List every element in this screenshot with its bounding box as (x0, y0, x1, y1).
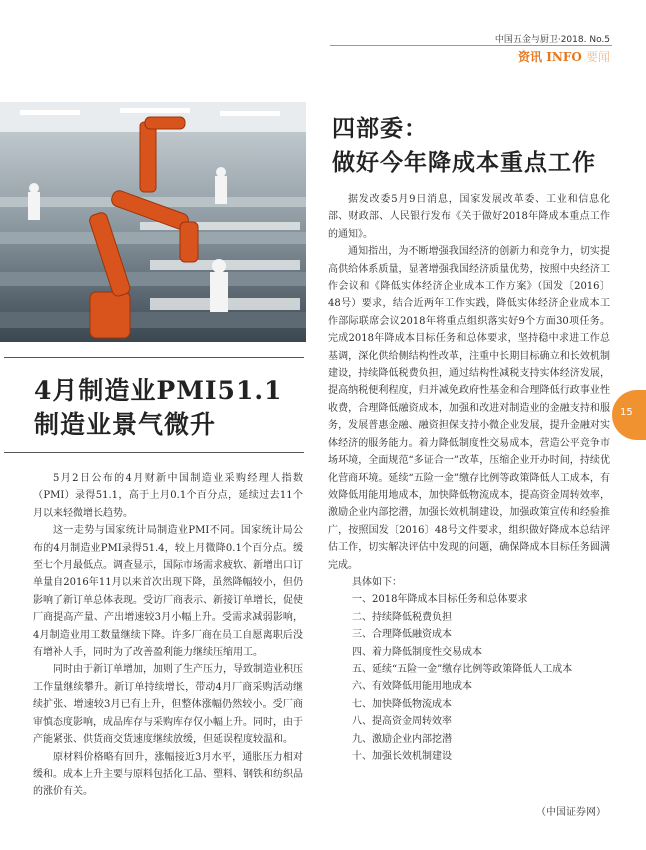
list-item: 十、加强长效机制建设 (352, 751, 452, 762)
right-article-body (328, 191, 610, 765)
section-en: INFO (546, 50, 582, 64)
list-item: 四、着力降低制度性交易成本 (352, 646, 482, 658)
right-paragraph: 通知指出，为不断增强我国经济的创新力和竞争力，切实提高供给体系质量，显著增强我国经济质量优势，按照中央经济工作会议和《降低实体经济企业成本工作方案》（国发〔2016〕48号）要求，结合近两年工作实践，降低实体经济企业成本工作部际联席会议2018年将重点组织落实好9个方面30项任务。完成2018年降成本目标任务和总体要求，坚持稳中求进工作总基调，深化供给侧结构性改革，注重中长期目标确立和长效机制建设，持续降低税费负担，通过结构性减税支持实体经济发展，提高纳税便利程度，归并减免政府性基金和合理降低行政事业性收费，合理降低融资成本，加强和改进对制造业的金融支持和服务，发展普惠金融、融资担保支持小微企业发展，提升金融对实体经济的服务能力。着力降低制度性交易成本，营造公平竞争市场环境，全面规范“多证合一”改革，压缩企业开办时间，持续优化营商环境。延续“五险一金”缴存比例等政策降低人工成本，有效降低用能用地成本，加快降低物流成本，提高资金周转效率，激励企业内部挖潜，加强长效机制建设，加强政策宣传和经验推广，按照国发〔2016〕48号文件要求，组织做好降成本总结评估工作，切实解决评估中发现的问题，确保降成本目标任务圆满完成。 (328, 246, 610, 571)
left-title-line2: 制造业景气微升 (34, 410, 217, 439)
list-item: 六、有效降低用能用地成本 (352, 681, 472, 693)
list-item: 一、2018年降成本目标任务和总体要求 (352, 594, 528, 606)
left-paragraph: 原材料价格略有回升，涨幅接近3月水平，通胀压力相对缓和。成本上升主要与原料包括化工品、塑料、钢铁和纺织品的涨价有关。 (33, 751, 303, 798)
left-divider-top (4, 357, 304, 358)
page-number-badge (612, 390, 646, 440)
left-article-title (34, 374, 296, 442)
list-item: 二、持续降低税费负担 (352, 611, 452, 623)
list-intro: 具体如下： (352, 576, 402, 588)
right-article-title (332, 112, 622, 180)
right-paragraph: 据发改委5月9日消息，国家发展改革委、工业和信息化部、财政部、人民银行发布《关于做好2018年降成本重点工作的通知》。 (328, 194, 610, 240)
left-divider-bottom (4, 452, 304, 453)
publication-header: 中国五金与厨卫·2018. No.5 (494, 35, 610, 45)
left-title-line1: 4月制造业PMI51.1 (34, 376, 283, 405)
list-item: 九、激励企业内部挖潜 (352, 733, 452, 745)
left-paragraph: 5月2日公布的4月财新中国制造业采购经理人指数（PMI）录得51.1，高于上月0.1个百分点，延续过去11个月以来轻微增长趋势。 (33, 473, 303, 519)
right-title-line2: 做好今年降成本重点工作 (332, 149, 596, 176)
list-item: 七、加快降低物流成本 (352, 698, 452, 710)
left-paragraph: 这一走势与国家统计局制造业PMI不同。国家统计局公布的4月制造业PMI录得51.4，较上月微降0.1个百分点。缓至七个月最低点。调查显示，国际市场需求疲软、新增出口订单量自2016年11月以来首次出现下降，虽然降幅较小，但仍影响了新订单总体表现。受访厂商表示、新接订单增长，促使厂商提高产量、产出增速较3月小幅上升。受需求减弱影响，4月制造业用工数量继续下降。许多厂商在员工自愿离职后没有增补人手，同时为了改善盈利能力继续压缩用工。 (33, 525, 303, 659)
list-item: 三、合理降低融资成本 (352, 629, 452, 641)
list-item: 八、提高资金周转效率 (352, 716, 452, 728)
list-item: 五、延续“五险一金”缴存比例等政策降低人工成本 (352, 663, 573, 675)
article-source: （中国证券网） (536, 807, 606, 818)
left-article-body (33, 470, 303, 801)
section-cn: 资讯 (518, 50, 543, 64)
section-cn2: 要闻 (585, 50, 610, 64)
task-list (328, 591, 610, 765)
right-title-line1: 四部委： (332, 115, 428, 142)
page-number: 15 (620, 407, 633, 418)
left-paragraph: 同时由于新订单增加，加则了生产压力，导致制造业积压工作量继续攀升。新订单持续增长，带动4月厂商采购活动继续扩张、增速较3月已有上升，但整体涨幅仍然较小。受厂商审慎态度影响，成品库存与采购库存仅小幅上升。同时，由于产能紧张、供货商交货速度继续放缓，但延误程度较温和。 (33, 664, 303, 746)
section-tag (518, 48, 610, 65)
factory-robot-photo (0, 102, 306, 342)
header-rule (330, 45, 612, 46)
